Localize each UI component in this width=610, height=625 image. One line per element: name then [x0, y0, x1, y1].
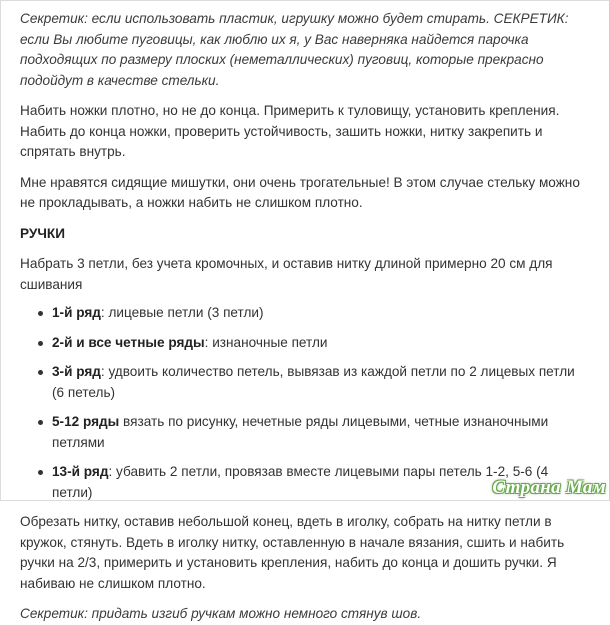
- article-body: [20, 9, 590, 625]
- section-heading-arms: РУЧКИ: [20, 225, 65, 241]
- paragraph-sitting-bears: Мне нравятся сидящие мишутки, они очень трогательные! В этом случае стельку можно не прокладывать, а ножки набить не слишком плотно.: [20, 174, 580, 210]
- row-label: 5-12 ряды: [52, 414, 120, 429]
- paragraph-finishing: Обрезать нитку, оставив небольшой конец, вдеть в иголку, собрать на нитку петли в кружок, стянуть. Вдеть в иголку нитку, оставленную в начале вязания, сшить и набить ручки на 2/3, примерить и установить крепления, набить до конца и дошить ручки. Я набиваю не слишком плотно.: [20, 514, 565, 591]
- row-label: 13-й ряд: [52, 464, 109, 479]
- row-label: 2-й и все четные ряды: [52, 334, 205, 350]
- row-text: : изнаночные петли: [204, 334, 328, 350]
- row-text: вязать по рисунку, нечетные ряды лицевыми, четные изнаночными петлями: [52, 414, 549, 450]
- list-item: [36, 333, 590, 354]
- rows-list: [20, 303, 590, 503]
- row-label: 1-й ряд: [52, 305, 101, 320]
- tip-note-bottom: Секретик: придать изгиб ручкам можно немного стянув шов.: [20, 606, 422, 621]
- list-item: [36, 303, 590, 324]
- paragraph-legs: Набить ножки плотно, но не до конца. Примерить к туловищу, установить крепления. Набить до конца ножки, проверить устойчивость, зашить ножки, нитку закрепить и спрятать внутрь.: [20, 103, 560, 159]
- row-text: : удвоить количество петель, вывязав из каждой петли по 2 лицевых петли (6 петель): [52, 364, 575, 400]
- row-text: : убавить 2 петли, провязав вместе лицевыми пары петель 1-2, 5-6 (4 петли): [52, 464, 549, 500]
- row-text: : лицевые петли (3 петли): [100, 305, 264, 320]
- site-watermark-logo: Страна Мам: [492, 477, 606, 498]
- tip-note-top: Секретик: если использовать пластик, игрушку можно будет стирать. СЕКРЕТИК: если Вы любите пуговицы, как люблю их я, у Вас наверняка найдется парочка подходящих по размеру плоских (неметаллических) пуговиц, которые прекрасно подойдут в качестве стельки.: [20, 11, 569, 88]
- list-item: [36, 412, 590, 453]
- list-item: [36, 362, 590, 403]
- paragraph-cast-on: Набрать 3 петли, без учета кромочных, и оставив нитку длиной примерно 20 см для сшивания: [20, 256, 553, 292]
- row-label: 3-й ряд: [52, 364, 101, 379]
